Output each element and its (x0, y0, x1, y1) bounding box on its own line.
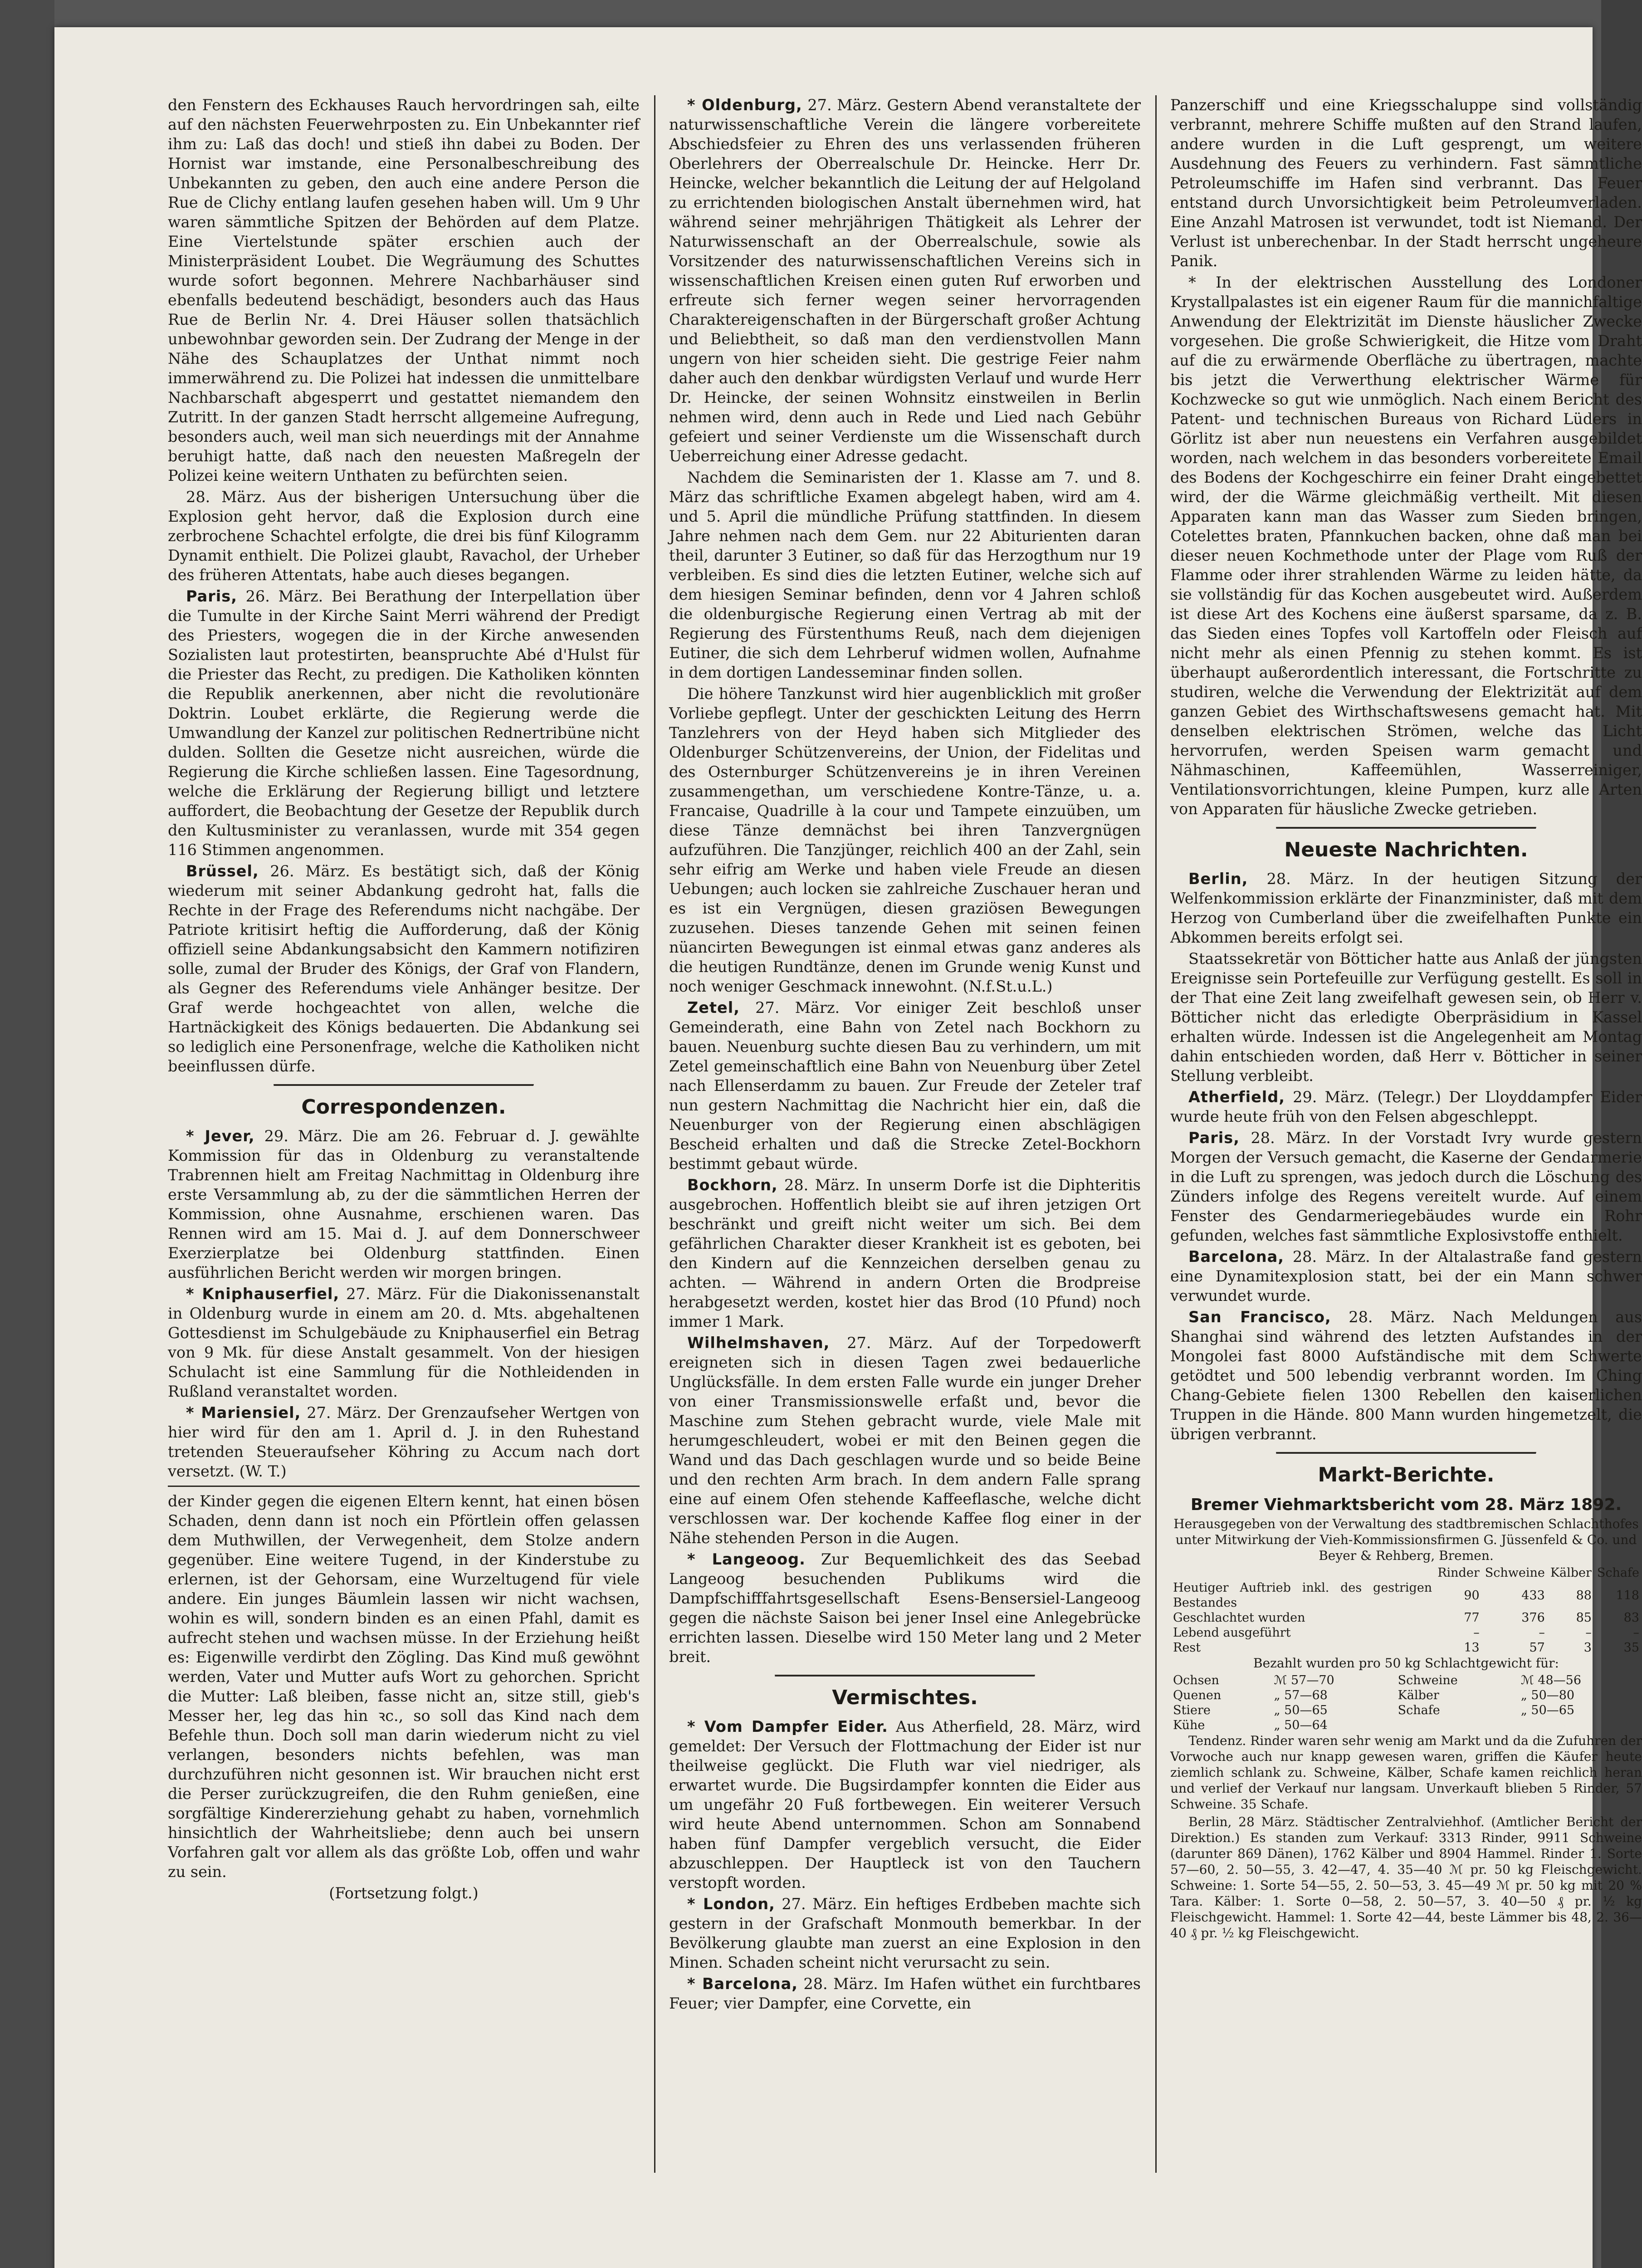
dateline-bruessel: Brüssel, (186, 862, 259, 880)
table-row (1170, 1640, 1642, 1655)
column-3 (1170, 95, 1642, 2173)
article-mariensiel (168, 1403, 640, 1481)
table-cell: 90 (1464, 1588, 1480, 1603)
table-row (1170, 1580, 1642, 1610)
table-header (1170, 1565, 1435, 1580)
article-barcelona (669, 1974, 1141, 2013)
article-text: 27. März. Gestern Abend veranstaltete der naturwissenschaftliche Verein die längere vorbereitete Abschiedsfeier zu Ehren des uns verlassenden früheren Oberlehrers der Oberrealschule Dr. Heincke. Herr Dr. Heincke, welcher bekanntlich die Leitung der auf Helgoland zu errichtenden biologischen Anstalt übernehmen wird, hat während seiner mehrjährigen Thätigkeit als Lehrer der Naturwissenschaft an der Oberrealschule, sowie als Vorsitzender des naturwissenschaftlichen Vereins sich in wissenschaftlichen Kreisen einen guten Ruf erworben und erfreute sich ferner wegen seiner hervorragenden Charaktereigenschaften in der Bürgerschaft großer Achtung und Beliebtheit, so daß man den verdienstvollen Mann ungern von hier scheiden sieht. Die gestrige Feier nahm daher auch den denkbar würdigsten Verlauf und wurde Herr Dr. Heincke, der seinen Wohnsitz einstweilen in Berlin nehmen wird, denn auch in Rede und Lied nach Gebühr gefeiert und seiner Verdienste um die Wissenschaft durch Ueberreichung einer Adresse gedacht. (669, 96, 1141, 465)
dateline-london: * London, (687, 1895, 775, 1913)
table-cell: 3 (1583, 1641, 1592, 1655)
article-london (669, 1894, 1141, 1972)
article-langeoog (669, 1549, 1141, 1667)
section-heading-vermischtes: Vermischtes. (832, 1686, 978, 1709)
section-heading-markt-berichte: Markt-Berichte. (1318, 1463, 1495, 1486)
table-cell: 77 (1464, 1611, 1480, 1625)
dateline-san-francisco: San Francisco, (1188, 1308, 1331, 1326)
article-text: 27. März. Ein heftiges Erdbeben machte sich gestern in der Grafschaft Monmouth bemerkbar. In der Bevölkerung glaubte man zuerst an eine Explosion in den Minen. Schaden scheint nicht verursacht zu sein. (669, 1895, 1141, 1971)
article-text: 26. März. Es bestätigt sich, daß der König wiederum mit seiner Abdankung gedroht hat, falls die Rechte in der Frage des Referendums nicht nachgäbe. Der Patriote kritisirt heftig die Aufforderung, daß der König offiziell seine Abdankungsabsicht den Kammern notifiziren solle, zumal der Bruder des Königs, der Graf von Flandern, als Gegner des Referendums viele Anhänger besitze. Der Graf werde hochgeachtet von allen, welche die Hartnäckigkeit des Königs bedauerten. Die Abdankung sei so lediglich eine Personenfrage, welche die Katholiken nicht beeinflussen dürfe. (168, 862, 640, 1075)
article-text: Aus Atherfield, 28. März, wird gemeldet: Der Versuch der Flottmachung der Eider ist nur theilweise geglückt. Die Fluth war viel niedriger, als erwartet wurde. Die Bugsirdampfer konnten die Eider aus um ungefähr 20 Fuß fortbewegen. Ein weiterer Versuch wird heute Abend unternommen. Schon am Sonnabend haben fünf Dampfer vergeblich versucht, die Eider abzuschleppen. Der Hauptleck ist von den Tauchern verstopft worden. (669, 1718, 1141, 1892)
article-text: 29. März. (Telegr.) Der Lloyddampfer Eider wurde heute früh von den Felsen abgeschleppt. (1170, 1088, 1642, 1125)
price-value: „ 50—65 (1520, 1703, 1575, 1717)
dateline-dampfer-eider: * Vom Dampfer Eider. (687, 1718, 888, 1735)
article-bockhorn (669, 1175, 1141, 1331)
row-label: Heutiger Auftrieb inkl. des gestrigen Bestandes (1173, 1581, 1432, 1610)
dateline-kniphauserfiel: * Kniphauserfiel, (186, 1285, 340, 1303)
table-cell: 376 (1521, 1611, 1545, 1625)
table-header: Schafe (1597, 1566, 1639, 1580)
price-value: ℳ 57—70 (1274, 1673, 1334, 1687)
table-row (1170, 1625, 1642, 1640)
article-berlin (1170, 869, 1642, 947)
article-text: 28. März. In der Vorstadt Ivry wurde gestern Morgen der Versuch gemacht, die Kaserne der Gendarmerie in die Luft zu sprengen, was jedoch durch die Löschung des Zünders infolge des Regens vereitelt wurde. Auf einem Fenster des Gendarmeriegebäudes wurde ein Rohr gefunden, welches fast sämmtliche Explosivstoffe enthielt. (1170, 1129, 1642, 1244)
article-text: 27. März. Vor einiger Zeit beschloß unser Gemeinderath, eine Bahn von Zetel nach Bockhorn zu bauen. Neuenburg suchte diesen Bau zu verhindern, um mit Zetel gemeinschaftlich eine Bahn von Neuenburg über Zetel nach Ellenserdamm zu bauen. Zur Freude der Zeteler traf nun gestern Nachmittag die Nachricht hier ein, daß die Neuenburger von der Regierung einen abschlägigen Bescheid erhalten und daß die Strecke Zetel-Bockhorn bestimmt gebaut würde. (669, 999, 1141, 1173)
dateline-langeoog: * Langeoog. (687, 1550, 806, 1568)
article-seminar: Nachdem die Seminaristen der 1. Klasse am 7. und 8. März das schriftliche Examen abgelegt haben, wird am 4. und 5. April die mündliche Prüfung stattfinden. In diesem Jahre nehmen nach dem Gem. nur 22 Abiturienten daran theil, darunter 3 Eutiner, so daß für das Herzogthum nur 19 verbleiben. Es sind dies die letzten Eutiner, welche sich auf dem hiesigen Seminar befinden, denn vor 4 Jahren schloß die oldenburgische Regierung einen Vertrag ab mit der Regierung des Fürstenthums Reuß, nach dem diejenigen Eutiner, die sich dem Lehrberuf widmen wollen, Aufnahme in dem dortigen Landesseminar finden sollen. (669, 469, 1141, 681)
section-divider (274, 1084, 534, 1086)
column-divider-2 (1155, 95, 1157, 2173)
table-header: Schweine (1485, 1566, 1545, 1580)
price-caption: Bezahlt wurden pro 50 kg Schlachtgewicht für: (1253, 1656, 1559, 1671)
article-san-francisco (1170, 1307, 1642, 1444)
article-boetticher: Staatssekretär von Bötticher hatte aus Anlaß der jüngsten Ereignisse sein Portefeuille zur Verfügung gestellt. Es soll in der That eine Zeit lang zweifelhaft gewesen sein, ob Herr v. Bötticher nicht das erledigte Oberpräsidium in Kassel erhalten würde. Indessen ist die Angelegenheit am Montag dahin entschieden worden, daß Herr v. Bötticher in seiner Stellung verbleibt. (1170, 950, 1642, 1085)
article-barcelona-continued: Panzerschiff und eine Kriegsschaluppe sind vollständig verbrannt, mehrere Schiffe mußten auf den Strand laufen, andere wurden in die Luft gesprengt, um weitere Ausdehnung des Feuers zu verhindern. Fast sämmtliche Petroleumschiffe im Hafen sind verbrannt. Das Feuer entstand durch Unvorsichtigkeit beim Petroleumverladen. Eine Anzahl Matrosen ist verwundet, todt ist Niemand. Der Verlust ist unberechenbar. In der Stadt herrscht ungeheure Panik. (1170, 96, 1642, 270)
market-tendency: Tendenz. Rinder waren sehr wenig am Markt und da die Zufuhren der Vorwoche auch nur knapp gewesen waren, griffen die Käufer heute ziemlich schlank zu. Schweine, Kälber, Schafe kamen reichlich heran und verlief der Verkauf nur langsam. Unverkauft blieben 5 Rinder, 57 Schweine. 35 Schafe. (1170, 1733, 1642, 1812)
table-row (1170, 1718, 1642, 1733)
dateline-wilhelmshaven: Wilhelmshaven, (687, 1334, 830, 1352)
table-header: Kälber (1550, 1566, 1592, 1580)
table-cell: 57 (1529, 1641, 1545, 1655)
article-text: Zur Bequemlichkeit des das Seebad Langeoog besuchenden Publikums wird die Dampfschifffahrtsgesellschaft Esens-Bensersiel-Langeoog gegen die nächste Saison bei jener Insel eine Anlegebrücke errichten lassen. Dieselbe wird 150 Meter lang und 2 Meter breit. (669, 1550, 1141, 1666)
price-label: Quenen (1173, 1688, 1222, 1702)
price-value: „ 50—80 (1520, 1688, 1575, 1702)
article-bruessel (168, 861, 640, 1076)
article-paris-interpellation (168, 587, 640, 860)
table-cell: 433 (1521, 1588, 1545, 1603)
table-cell: – (1473, 1626, 1480, 1640)
berlin-market-report: Berlin, 28 März. Städtischer Zentralviehhof. (Amtlicher Bericht der Direktion.) Es standen zum Verkauf: 3313 Rinder, 9911 Schweine (darunter 869 Dänen), 1762 Kälber und 8904 Hammel. Rinder 1. Sorte 57—60, 2. 50—55, 3. 42—47, 4. 35—40 ℳ pr. 50 kg Fleischgewicht. Schweine: 1. Sorte 54—55, 2. 50—53, 3. 45—49 ℳ pr. 50 kg mit 20 % Tara. Kälber: 1. Sorte 0—58, 2. 50—57, 3. 40—50 ₰ pr. ½ kg Fleischgewicht. Hammel: 1. Sorte 42—44, beste Lämmer bis 48, 2. 36—40 ₰ pr. ½ kg Fleischgewicht. (1170, 1814, 1642, 1941)
scan-background-left (0, 0, 54, 2268)
table-row (1170, 1688, 1642, 1703)
table-cell: 35 (1623, 1641, 1639, 1655)
article-text: 29. März. Die am 26. Februar d. J. gewählte Kommission für das in Oldenburg zu veranstaltende Trabrennen hielt am Freitag Nachmittag in Oldenburg ihre erste Versammlung ab, zu der die sämmtlichen Herren der Kommission, ohne Ausnahme, erschienen waren. Das Rennen wird am 15. Mai d. J. auf dem Donnerschweer Exerzierplatze bei Oldenburg stattfinden. Einen ausführlichen Bericht werden wir morgen bringen. (168, 1127, 640, 1281)
market-report-title: Bremer Viehmarktsbericht vom 28. März 1892. (1190, 1496, 1622, 1514)
article-text: 28. März. In der Altalastraße fand gestern eine Dynamitexplosion statt, bei der ein Mann schwer verwundet wurde. (1170, 1248, 1642, 1305)
price-value: ℳ 48—56 (1520, 1673, 1581, 1687)
newspaper-page (54, 27, 1642, 2268)
table-header: Rinder (1437, 1566, 1480, 1580)
row-label: Geschlachtet wurden (1173, 1611, 1305, 1625)
price-label: Stiere (1173, 1703, 1211, 1717)
section-divider (1276, 1452, 1536, 1454)
price-label: Kälber (1398, 1688, 1439, 1702)
price-label: Schweine (1398, 1673, 1458, 1687)
article-text: 27. März. Für die Diakonissenanstalt in Oldenburg wurde in einem am 20. d. Mts. abgehaltenen Gottesdienst im Schulgebäude zu Kniphauserfiel ein Betrag von 9 Mk. für diese Anstalt gesammelt. Von der hiesigen Schulacht ist eine Sammlung für die Nothleidenden in Rußland veranstaltet worden. (168, 1285, 640, 1400)
livestock-table (1170, 1565, 1642, 1655)
article-zetel (669, 998, 1141, 1173)
dateline-berlin: Berlin, (1188, 870, 1248, 888)
continuation-note: (Fortsetzung folgt.) (329, 1884, 479, 1902)
article-jever (168, 1126, 640, 1282)
dateline-jever: * Jever, (186, 1127, 255, 1145)
section-divider (1276, 827, 1536, 829)
table-cell: – (1633, 1626, 1639, 1640)
table-cell: 13 (1464, 1641, 1480, 1655)
article-paris-explosion-continued: den Fenstern des Eckhauses Rauch hervordringen sah, eilte auf den nächsten Feuerwehrposten zu. Ein Unbekannter rief ihm zu: Laß das doch! und stieß ihn dabei zu Boden. Der Hornist war imstande, eine Personalbeschreibung des Unbekannten zu geben, den auch eine andere Person die Rue de Clichy entlang laufen gesehen haben will. Um 9 Uhr waren sämmtliche Spitzen der Behörden auf dem Platze. Eine Viertelstunde später erschien auch der Ministerpräsident Loubet. Die Wegräumung des Schuttes wurde sofort begonnen. Mehrere Nachbarhäuser sind ebenfalls bedeutend beschädigt, besonders auch das Haus Rue de Berlin Nr. 4. Drei Häuser sollen thatsächlich unbewohnbar geworden sein. Der Zudrang der Menge in der Nähe des Schauplatzes der Unthat nimmt noch immerwährend zu. Die Polizei hat indessen die unmittelbare Nachbarschaft abgesperrt und gestattet niemandem den Zutritt. In der ganzen Stadt herrscht allgemeine Aufregung, besonders auch, weil man sich neuerdings mit der Annahme beruhigt hatte, daß nach den neuesten Maßregeln der Polizei keine weitern Unthaten zu befürchten seien. (168, 96, 640, 484)
feuilleton-text: der Kinder gegen die eigenen Eltern kennt, hat einen bösen Schaden, denn dann ist noch ein Pförtlein offen gelassen dem Muthwillen, der Verwegenheit, dem Stolze andern gegenüber. Eine weitere Tugend, in der Kinderstube zu erlernen, ist der Gehorsam, eine Wurzeltugend für viele andere. Ein junges Bäumlein lassen wir nicht wachsen, wohin es will, sondern binden es an einen Pfahl, damit es aufrecht stehen und wachsen müsse. In der Erziehung heißt es: Eigenwille verdirbt den Zögling. Das Kind muß gewöhnt werden, Vater und Mutter aufs Wort zu gehorchen. Spricht die Mutter: Laß bleiben, fasse nicht an, sitze still, gieb's Messer her, leg das hin ꝛc., so soll das Kind nach dem Befehle thun. Doch soll man darin wiederum nicht zu viel verlangen, besonders nichts befehlen, was man durchzuführen nicht gesonnen ist. Wir brauchen nicht erst die Perser zurückzugreifen, die den Ruhm genießen, eine sorgfältige Kindererziehung gehabt zu haben, vornehmlich hinsichtlich der Wahrheitsliebe; denn auch bei unsern Vorfahren galt vor allem als das größte Lob, offen und wahr zu sein. (168, 1492, 640, 1881)
article-dampfer-eider (669, 1717, 1141, 1892)
dateline-mariensiel: * Mariensiel, (186, 1404, 301, 1422)
price-value: „ 50—64 (1274, 1718, 1328, 1732)
dateline-paris: Paris, (186, 587, 237, 605)
article-text: 28. März. In unserm Dorfe ist die Diphteritis ausgebrochen. Hoffentlich bleibt sie auf ihren jetzigen Ort beschränkt und greift nicht weiter um sich. Bei dem gefährlichen Charakter dieser Krankheit ist es geboten, bei den Kindern auf die Kennzeichen derselben genau zu achten. — Während in andern Orten die Brodpreise herabgesetzt werden, kostet hier das Brod (10 Pfund) noch immer 1 Mark. (669, 1176, 1141, 1330)
table-header-row (1170, 1565, 1642, 1580)
table-row (1170, 1703, 1642, 1718)
column-divider-1 (654, 95, 655, 2173)
article-oldenburg (669, 95, 1141, 466)
article-elektrizitaet: * In der elektrischen Ausstellung des Londoner Krystallpalastes ist ein eigener Raum für die mannichfaltige Anwendung der Elektrizität im Dienste häuslicher Zwecke vorgesehen. Die große Schwierigkeit, die Hitze vom Draht auf die zu erwärmende Oberfläche zu übertragen, machte bis jetzt die Verwerthung elektrischer Wärme für Kochzwecke so gut wie unmöglich. Nach einem Bericht des Patent- und technischen Bureaus von Richard Lüders in Görlitz ist aber nun neuestens ein Verfahren ausgebildet worden, nach welchem in das besonders vorbereitete Email des Bodens der Kochgeschirre ein feiner Draht eingebettet wird, der die Wärme gleichmäßig vertheilt. Mit diesen Apparaten kann man das Wasser zum Sieden bringen, Cotelettes braten, Pfannkuchen backen, ohne daß man bei dieser neuen Kochmethode unter der Plage vom Ruß der Flamme oder ihrer strahlenden Wärme zu leiden hätte, da sie vollständig für das Kochen ausgebeutet wird. Außerdem ist diese Art des Kochens eine äußerst sparsame, da z. B. das Sieden eines Topfes voll Kartoffeln oder Fleisch auf nicht mehr als einen Pfennig zu stehen kommt. Es ist überhaupt außerordentlich interessant, die Fortschritte zu studiren, welche die Verwendung der Elektrizität auf dem ganzen Gebiet des Wirthschaftswesens gemacht hat. Mit denselben elektrischen Strömen, welche das Licht hervorrufen, werden Speisen warm gemacht und Nähmaschinen, Kaffeemühlen, Wasserreiniger, Ventilationsvorrichtungen, kleine Pumpen, kurz alle Arten von Apparaten für häusliche Zwecke getrieben. (1170, 274, 1642, 818)
article-text: 27. März. Auf der Torpedowerft ereigneten sich in diesen Tagen zwei bedauerliche Unglücksfälle. In dem ersten Falle wurde ein junger Dreher von einer Transmissionswelle erfaßt und, bevor die Maschine zum Stehen gebracht wurde, viele Male mit herumgeschleudert, wobei er mit den Beinen gegen die Wand und das Dach geschlagen wurde und so beide Beine und den rechten Arm brach. In dem andern Falle sprang eine auf einem Ofen stehende Kaffeeflasche, welche dicht verschlossen war. Der kochende Kaffee flog einer in der Nähe stehenden Person in die Augen. (669, 1334, 1141, 1547)
article-text: 28. März. In der heutigen Sitzung der Welfenkommission erklärte der Finanzminister, daß mit dem Herzog von Cumberland über die zweifelhaften Punkte ein Abkommen bereits erfolgt sei. (1170, 870, 1642, 946)
market-report-subtitle: Herausgegeben von der Verwaltung des stadtbremischen Schlachthofes unter Mitwirkung der Vieh-Kommissionsfirmen G. Jüssenfeld & Co. und Beyer & Rehberg, Bremen. (1173, 1516, 1639, 1563)
dateline-zetel: Zetel, (687, 999, 740, 1017)
article-text: 27. März. Der Grenzaufseher Wertgen von hier wird für den am 1. April d. J. in den Ruhestand tretenden Steueraufseher Köhring zu Accum nach dort versetzt. (W. T.) (168, 1404, 640, 1480)
price-value (1518, 1718, 1642, 1733)
article-text: 28. März. Im Hafen wüthet ein furchtbares Feuer; vier Dampfer, eine Corvette, ein (669, 1975, 1141, 2012)
table-row (1170, 1673, 1642, 1688)
section-heading-neueste-nachrichten: Neueste Nachrichten. (1284, 838, 1528, 861)
dateline-barcelona: Barcelona, (1188, 1248, 1284, 1266)
article-atherfield (1170, 1087, 1642, 1126)
dateline-paris: Paris, (1188, 1129, 1240, 1147)
price-value: „ 57—68 (1274, 1688, 1328, 1702)
article-tanzkunst: Die höhere Tanzkunst wird hier augenblicklich mit großer Vorliebe gepflegt. Unter der geschickten Leitung des Herrn Tanzlehrers von der Heyd haben sich Mitglieder des Oldenburger Schützenvereins, der Union, der Fidelitas und des Osternburger Schützenvereins je in ihren Vereinen zusammengethan, um verschiedene Kontre-Tänze, u. a. Francaise, Quadrille à la cour und Tampete einzuüben, um diese Tänze demnächst bei ihren Tanzvergnügen aufzuführen. Die Tanzjünger, reichlich 400 an der Zahl, sein sehr eifrig am Werke und haben viele Freude an diesen Uebungen; auch locken sie zahlreiche Zuschauer heran und es ist ein Vergnügen, diesen graziösen Bewegungen zuzusehen. Dieses tanzende Gehen mit seinen feinen nüancirten Bewegungen ist einmal etwas ganz anderes als die heutigen Rundtänze, denen im Grunde wenig Kunst und noch weniger Geschmack innewohnt. (N.f.St.u.L.) (669, 685, 1141, 995)
price-label: Schafe (1398, 1703, 1440, 1717)
price-label: Kühe (1173, 1718, 1205, 1732)
dateline-oldenburg: * Oldenburg, (687, 96, 802, 114)
table-row (1170, 1610, 1642, 1625)
column-2 (669, 95, 1141, 2173)
dateline-barcelona: * Barcelona, (687, 1975, 798, 1993)
table-cell: – (1585, 1626, 1592, 1640)
table-cell: 118 (1616, 1588, 1639, 1603)
table-cell: – (1539, 1626, 1545, 1640)
table-cell: 83 (1623, 1611, 1639, 1625)
article-paris-march-28: 28. März. Aus der bisherigen Untersuchung über die Explosion geht hervor, daß die Explosion durch eine zerbrochene Schachtel erfolgte, die drei bis fünf Kilogramm Dynamit enthielt. Die Polizei glaubt, Ravachol, der Urheber des früheren Attentats, habe auch dieses begangen. (168, 488, 640, 584)
dateline-atherfield: Atherfield, (1188, 1088, 1285, 1106)
article-kniphauserfiel (168, 1284, 640, 1401)
article-text: 28. März. Nach Meldungen aus Shanghai sind während des letzten Aufstandes in der Mongolei fast 8000 Aufständische mit dem Schwerte getödtet und 500 lebendig verbrannt worden. Im Ching Chang-Gebiete fielen 1300 Rebellen den kaiserlichen Truppen in die Hände. 800 Mann wurden hingemetzelt, die übrigen verbrannt. (1170, 1308, 1642, 1443)
price-value: „ 50—65 (1274, 1703, 1328, 1717)
table-cell: 85 (1576, 1611, 1592, 1625)
article-paris-ivry (1170, 1128, 1642, 1245)
section-heading-correspondenzen: Correspondenzen. (301, 1095, 506, 1119)
column-1 (168, 95, 640, 2009)
article-text: 26. März. Bei Berathung der Interpellation über die Tumulte in der Kirche Saint Merri während der Predigt des Priesters, wogegen die in der Kirche anwesenden Sozialisten laut protestirten, beanspruchte Abé d'Hulst für die Priester das Recht, zu predigen. Die Katholiken könnten die Republik anerkennen, aber nicht die revolutionäre Doktrin. Loubet erklärte, die Regierung werde die Umwandlung der Kanzel zur politischen Rednertribüne nicht dulden. Sollten die Gesetze nicht ausreichen, würde die Regierung die Kirche schließen lassen. Eine Tagesordnung, welche die Erklärung der Regierung billigt und letztere auffordert, die Beobachtung der Gesetze der Republik durch den Kultusminister zu veranlassen, wurde mit 354 gegen 116 Stimmen angenommen. (168, 587, 640, 859)
section-divider (775, 1675, 1035, 1677)
feuilleton-divider (168, 1486, 640, 1487)
row-label: Rest (1173, 1641, 1201, 1655)
price-table (1170, 1673, 1642, 1733)
price-label: Ochsen (1173, 1673, 1219, 1687)
table-cell: 88 (1576, 1588, 1592, 1603)
price-label (1395, 1718, 1518, 1733)
article-barcelona-dynamit (1170, 1247, 1642, 1305)
article-wilhelmshaven (669, 1333, 1141, 1548)
dateline-bockhorn: Bockhorn, (687, 1176, 778, 1194)
row-label: Lebend ausgeführt (1173, 1626, 1291, 1640)
